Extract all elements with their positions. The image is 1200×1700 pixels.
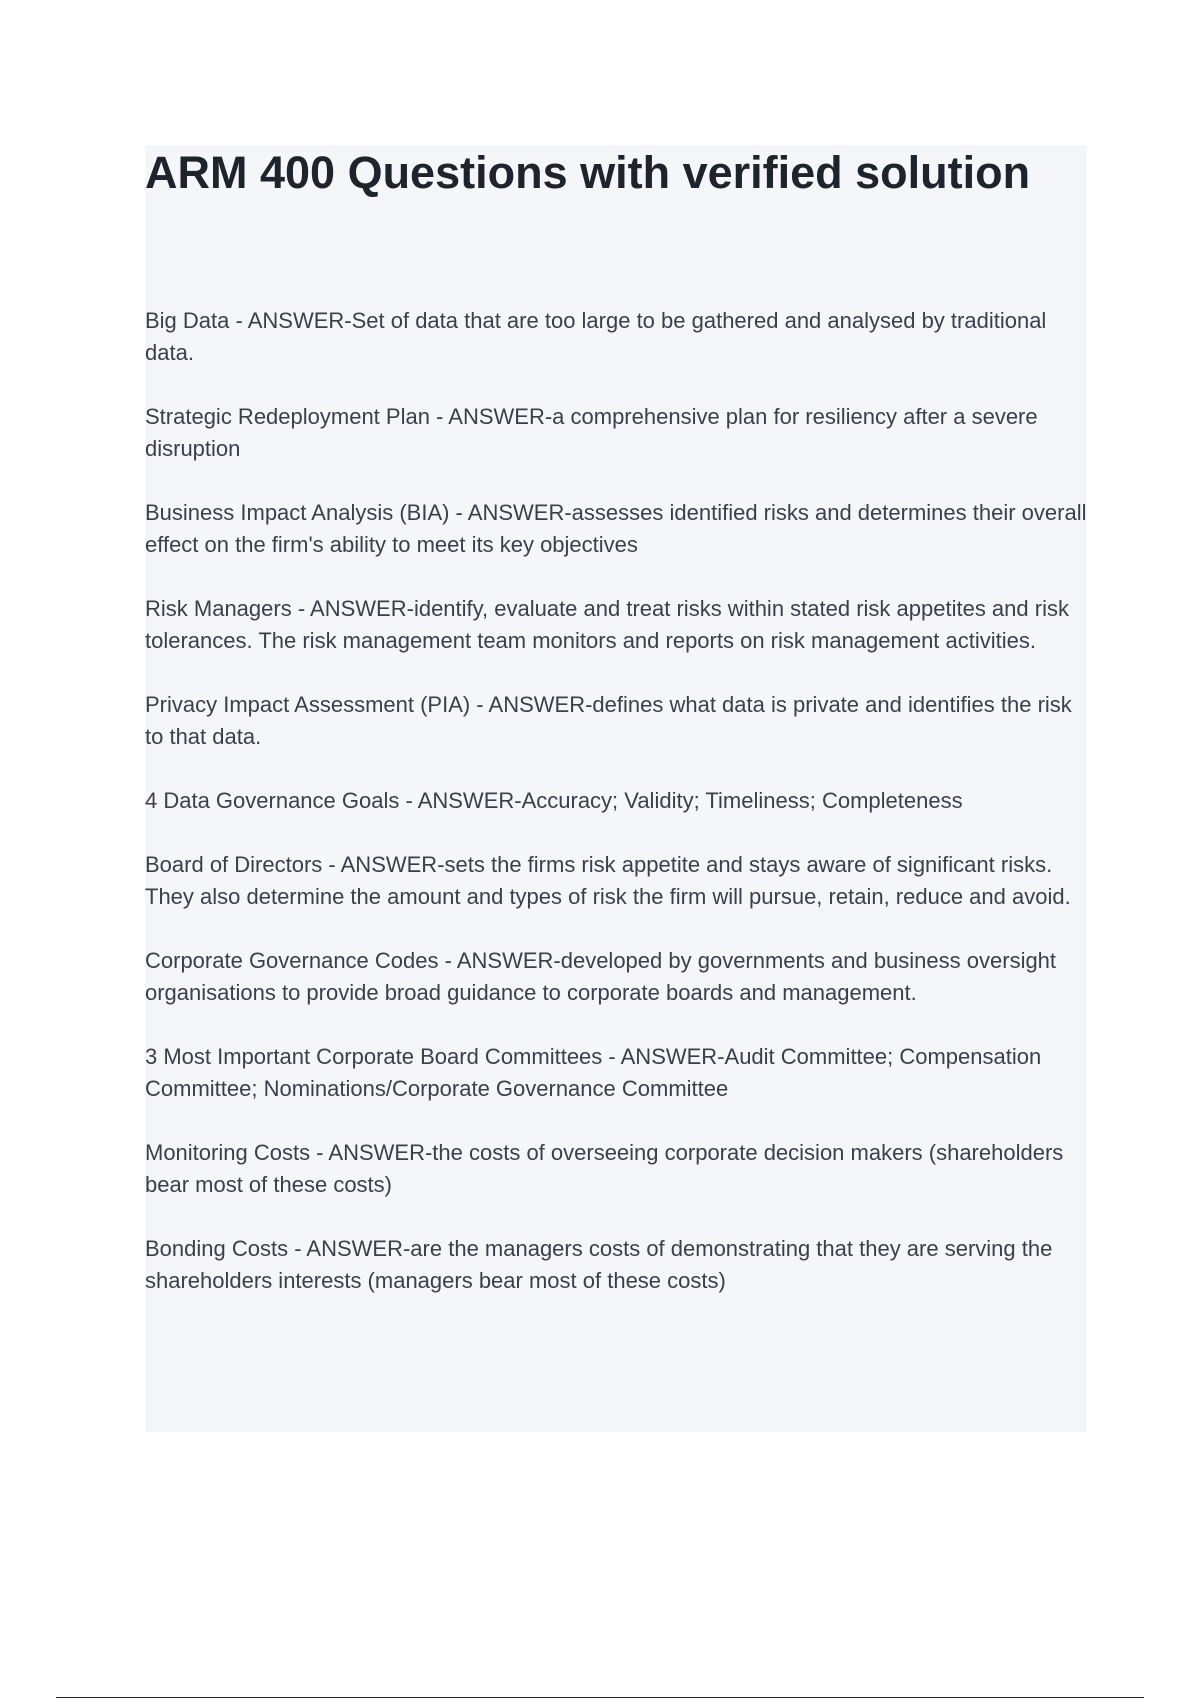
page-title: ARM 400 Questions with verified solution: [145, 147, 1031, 198]
qa-list: [145, 305, 1087, 1329]
qa-entry-privacy-impact-assessment: Privacy Impact Assessment (PIA) - ANSWER-defines what data is private and identifies the risk to that data.: [145, 692, 1072, 749]
qa-entry-strategic-redeployment-plan: Strategic Redeployment Plan - ANSWER-a comprehensive plan for resiliency after a severe disruption: [145, 404, 1038, 461]
qa-entry-board-of-directors: Board of Directors - ANSWER-sets the firms risk appetite and stays aware of significant risks. They also determine the amount and types of risk the firm will pursue, retain, reduce and avoid.: [145, 852, 1071, 909]
qa-entry-corporate-governance-codes: Corporate Governance Codes - ANSWER-developed by governments and business oversight organisations to provide broad guidance to corporate boards and management.: [145, 948, 1057, 1005]
qa-entry-data-governance-goals: 4 Data Governance Goals - ANSWER-Accuracy; Validity; Timeliness; Completeness: [145, 788, 963, 813]
footer-divider: [56, 1697, 1144, 1698]
qa-entry-monitoring-costs: Monitoring Costs - ANSWER-the costs of overseeing corporate decision makers (shareholders bear most of these costs): [145, 1140, 1064, 1197]
qa-entry-business-impact-analysis: Business Impact Analysis (BIA) - ANSWER-assesses identified risks and determines their overall effect on the firm's ability to meet its key objectives: [145, 500, 1087, 557]
qa-entry-board-committees: 3 Most Important Corporate Board Committees - ANSWER-Audit Committee; Compensation Committee; Nominations/Corporate Governance Committee: [145, 1044, 1042, 1101]
qa-entry-risk-managers: Risk Managers - ANSWER-identify, evaluate and treat risks within stated risk appetites and risk tolerances. The risk management team monitors and reports on risk management activities.: [145, 596, 1069, 653]
qa-entry-bonding-costs: Bonding Costs - ANSWER-are the managers costs of demonstrating that they are serving the shareholders interests (managers bear most of these costs): [145, 1236, 1053, 1293]
qa-entry-big-data: Big Data - ANSWER-Set of data that are too large to be gathered and analysed by traditional data.: [145, 308, 1047, 365]
